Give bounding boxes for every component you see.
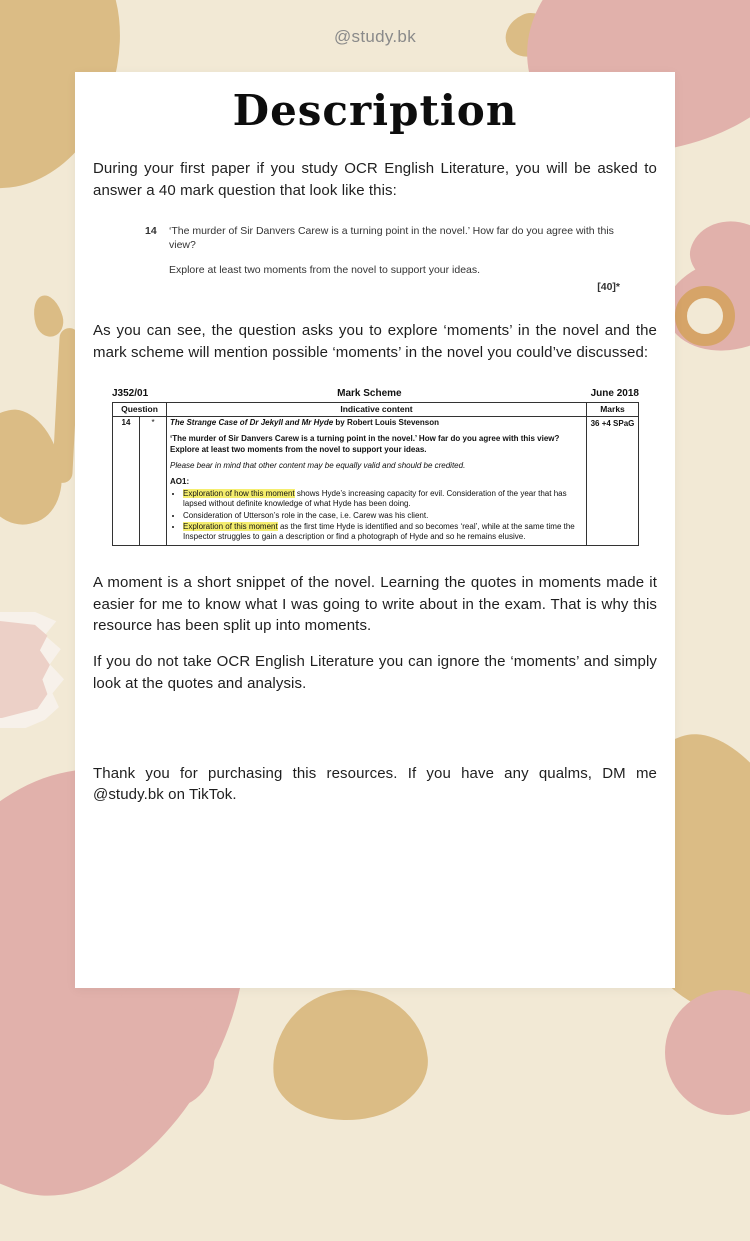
mark-scheme-session: June 2018 xyxy=(590,387,639,399)
book-author: by Robert Louis Stevenson xyxy=(333,417,439,427)
exam-question-snippet xyxy=(145,224,620,295)
book-title: The Strange Case of Dr Jekyll and Mr Hyde xyxy=(170,417,334,427)
indicative-content-bullets xyxy=(170,489,583,543)
mark-scheme-header-row xyxy=(113,402,639,416)
mark-scheme-note: Please bear in mind that other content may be equally valid and should be credited. xyxy=(170,461,466,471)
torn-paper-decoration xyxy=(0,612,64,728)
bullet-item xyxy=(183,522,583,543)
mark-scheme-row xyxy=(113,416,639,545)
ao1-label: AO1: xyxy=(170,477,190,487)
explain-paragraph: As you can see, the question asks you to explore ‘moments’ in the novel and the mark scheme will mention possible ‘moments’ in the novel you could’ve discussed: xyxy=(93,322,657,362)
mark-scheme-snippet xyxy=(112,388,639,546)
exam-question-body xyxy=(169,224,620,278)
blob-bottom-right-corner xyxy=(665,990,750,1115)
mark-scheme-doc-title: Mark Scheme xyxy=(337,387,402,399)
exam-question-marks: [40]* xyxy=(597,281,620,294)
highlighted-text: Exploration of how this moment xyxy=(183,488,295,498)
exam-question-text: ‘The murder of Sir Danvers Carew is a turning point in the novel.’ How far do you agree with this view? xyxy=(169,224,614,251)
column-indicative-content: Indicative content xyxy=(167,402,587,416)
bullet-item xyxy=(183,511,583,521)
book-title-line xyxy=(170,418,583,428)
marks-cell: 36 +4 SPaG xyxy=(587,416,639,545)
bullet-text: Consideration of Utterson’s role in the case, i.e. Carew was his client. xyxy=(183,510,429,520)
indicative-content-cell xyxy=(167,416,587,545)
question-number-cell: 14 xyxy=(113,416,140,545)
bullet-text: as the first time Hyde is identified and so becomes ‘real’, while at the same time the Inspector struggles to gain a description or find a photograph of Hyde and so he remains elusive. xyxy=(183,522,575,542)
mark-scheme-question-text: ‘The murder of Sir Danvers Carew is a turning point in the novel.’ How far do you agree with this view? Explore at least two moments from the novel to support your ideas. xyxy=(170,434,560,454)
mark-scheme-header xyxy=(112,388,639,399)
description-card xyxy=(75,72,675,988)
account-handle: @study.bk xyxy=(333,27,416,46)
thanks-paragraph: Thank you for purchasing this resources. If you have any qualms, DM me @study.bk on TikTok. xyxy=(93,764,657,804)
ring-decoration xyxy=(675,286,735,346)
mark-scheme-paper-code: J352/01 xyxy=(112,387,149,399)
bullet-text: shows Hyde’s increasing capacity for evil. Consideration of the year that has lapsed without definite knowledge of what Hyde has been doing. xyxy=(183,488,567,509)
mark-scheme-table xyxy=(112,402,639,546)
non-ocr-paragraph: If you do not take OCR English Literature you can ignore the ‘moments’ and simply look at the quotes and analysis. xyxy=(93,653,657,692)
moments-paragraph: A moment is a short snippet of the novel. Learning the quotes in moments made it easier for me to know what I was going to write about in the exam. That is why this resource has been split up into moments. xyxy=(93,573,657,635)
column-marks: Marks xyxy=(587,402,639,416)
blob-bottom-center xyxy=(266,982,434,1127)
column-question: Question xyxy=(113,402,167,416)
exam-question-row xyxy=(145,224,620,278)
exam-question-number: 14 xyxy=(145,224,157,237)
bullet-item xyxy=(183,489,583,510)
exam-question-instruction: Explore at least two moments from the novel to support your ideas. xyxy=(169,264,481,277)
intro-paragraph: During your first paper if you study OCR English Literature, you will be asked to answer a 40 mark question that look like this: xyxy=(93,160,657,199)
question-star-cell: * xyxy=(140,416,167,545)
page-title: Description xyxy=(232,86,518,135)
highlighted-text: Exploration of this moment xyxy=(183,522,278,532)
